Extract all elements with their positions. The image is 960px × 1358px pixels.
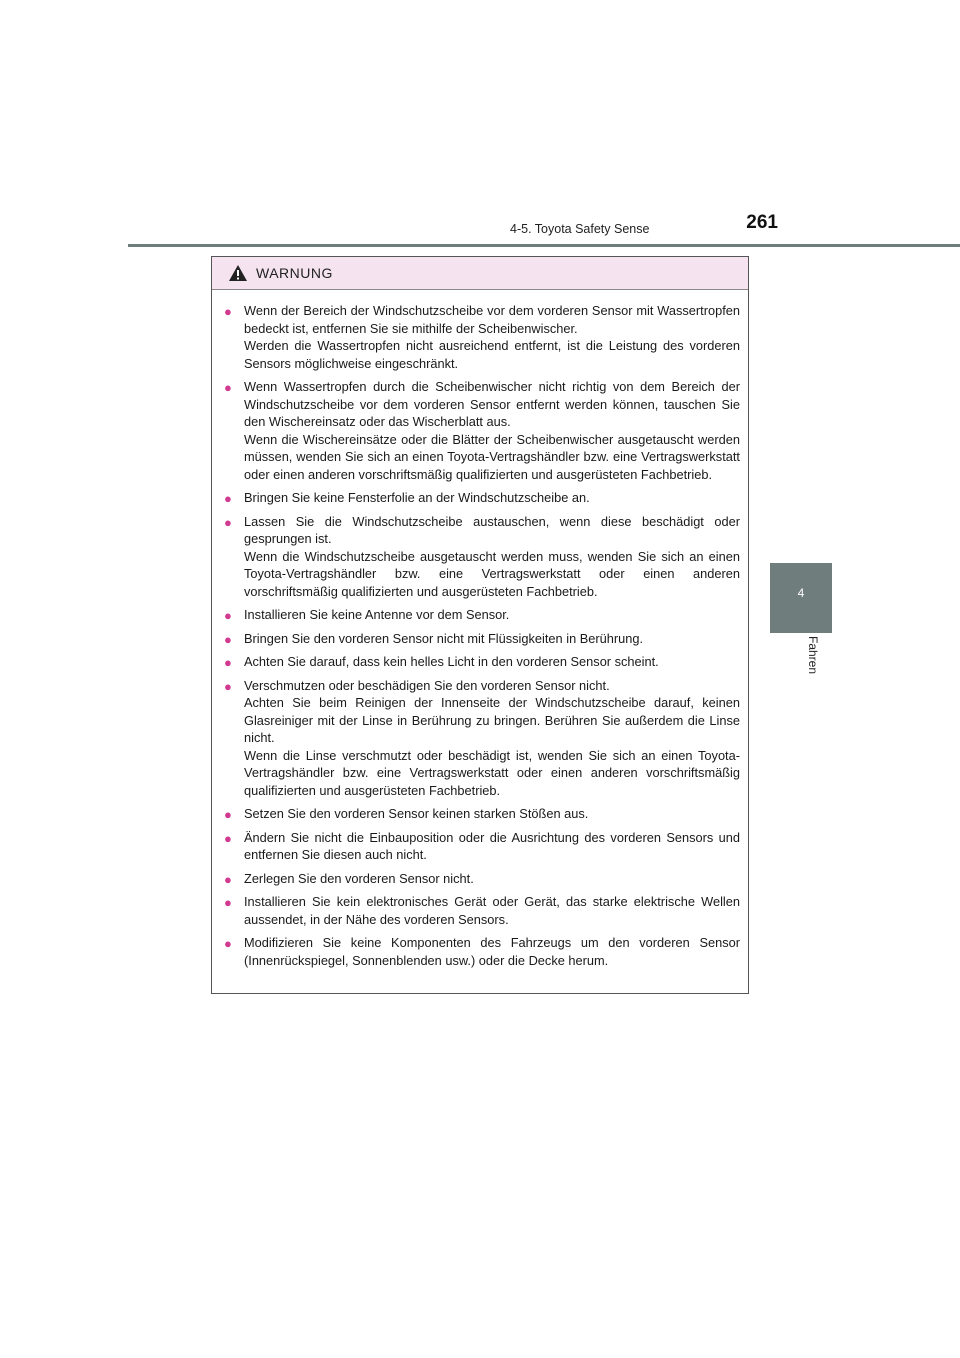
warning-item [224,513,740,601]
bullet-icon: ● [224,871,232,887]
bullet-icon: ● [224,380,232,395]
bullet-icon: ● [224,936,232,951]
warning-item-text: Installieren Sie keine Antenne vor dem Sensor. [244,607,510,622]
warning-item [224,606,740,624]
bullet-icon: ● [224,830,232,846]
bullet-icon: ● [224,631,232,647]
warning-item-text: Wenn die Wischereinsätze oder die Blätter der Scheibenwischer ausgetauscht werden müssen, wenden Sie sich an einen Toyota-Vertragshändler bzw. eine Vertragswerkstatt oder einen anderen vorschriftsmäßig qualifizierten und ausgerüsteten Fachbetrieb. [244,431,740,482]
warning-item [224,829,740,864]
warning-item-text: Achten Sie beim Reinigen der Innenseite der Windschutzscheibe darauf, keinen Glasreiniger mit der Linse in Berührung zu bringen. Berühren Sie außerdem die Linse nicht. [244,695,740,745]
warning-list [212,290,748,969]
running-header-section: 4-5. Toyota Safety Sense [510,222,650,236]
warning-item-text: Wenn die Windschutzscheibe ausgetauscht werden muss, wenden Sie sich an einen Toyota-Vertragshändler bzw. eine Vertragswerkstatt oder einen anderen vorschriftsmäßig qualifizierten und ausgerüsteten Fachbetrieb. [244,548,740,599]
warning-item [224,893,740,928]
warning-item-text: Wenn die Linse verschmutzt oder beschädigt ist, wenden Sie sich an einen Toyota-Vertragshändler bzw. eine Vertragswerkstatt oder einen anderen vorschriftsmäßig qualifizierten und ausgerüsteten Fachbetrieb. [244,747,740,798]
warning-item-text: Setzen Sie den vorderen Sensor keinen starken Stößen aus. [244,806,589,821]
bullet-icon: ● [224,895,232,910]
warning-item-text: Wenn der Bereich der Windschutzscheibe vor dem vorderen Sensor mit Wassertropfen bedeckt ist, entfernen Sie sie mithilfe der Scheibenwischer. [244,303,740,336]
warning-item-text: Installieren Sie kein elektronisches Gerät oder Gerät, das starke elektrische Wellen aussendet, in der Nähe des vorderen Sensors. [244,894,740,927]
header-rule [128,244,960,247]
warning-item [224,653,740,671]
warning-item-text: Zerlegen Sie den vorderen Sensor nicht. [244,870,474,886]
warning-header [212,257,748,290]
bullet-icon: ● [224,608,232,623]
warning-item [224,677,740,800]
warning-item-text: Bringen Sie den vorderen Sensor nicht mit Flüssigkeiten in Berührung. [244,630,644,646]
warning-item-text: Bringen Sie keine Fensterfolie an der Windschutzscheibe an. [244,490,590,505]
warning-item [224,934,740,969]
chapter-tab [770,563,832,633]
warning-item-text: Achten Sie darauf, dass kein helles Licht in den vorderen Sensor scheint. [244,654,659,669]
warning-item-text: Werden die Wassertropfen nicht ausreichend entfernt, ist die Leistung des vorderen Sensors möglichweise eingeschränkt. [244,338,740,371]
warning-item-text: Verschmutzen oder beschädigen Sie den vorderen Sensor nicht. [244,677,610,693]
warning-item [224,378,740,483]
warning-item-text: Lassen Sie die Windschutzscheibe austauschen, wenn diese beschädigt oder gesprungen ist. [244,513,740,546]
bullet-icon: ● [224,304,232,319]
chapter-number: 4 [797,586,805,600]
bullet-icon: ● [224,655,232,670]
warning-item [224,870,740,888]
page-number: 261 [746,212,778,233]
warning-item [224,630,740,648]
bullet-icon: ● [224,807,232,822]
bullet-icon: ● [224,514,232,530]
warning-item-text: Modifizieren Sie keine Komponenten des Fahrzeugs um den vorderen Sensor (Innenrückspiegel, Sonnenblenden usw.) oder die Decke herum. [244,935,740,968]
warning-box [211,256,749,994]
warning-item-text: Ändern Sie nicht die Einbauposition oder die Ausrichtung des vorderen Sensors und entfernen Sie diesen auch nicht. [244,829,740,862]
warning-item-text: Wenn Wassertropfen durch die Scheibenwischer nicht richtig von dem Bereich der Windschutzscheibe vor dem vorderen Sensor entfernt werden können, tauschen Sie den Wischereinsatz oder das Wischerblatt aus. [244,379,740,429]
warning-item [224,805,740,823]
warning-triangle-icon [228,264,248,282]
warning-title: WARNUNG [256,265,333,281]
warning-item [224,489,740,507]
bullet-icon: ● [224,491,232,506]
bullet-icon: ● [224,678,232,694]
chapter-label: Fahren [806,636,820,675]
warning-item [224,302,740,372]
